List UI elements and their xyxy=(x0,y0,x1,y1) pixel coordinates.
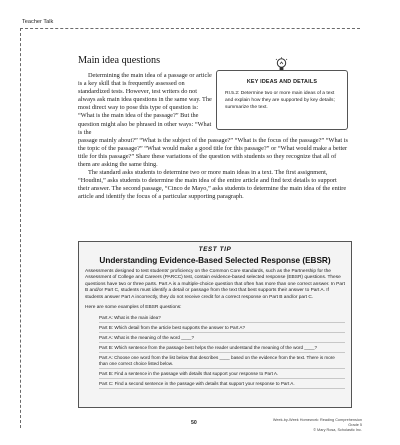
paragraph-1-narrow: Determining the main idea of a passage or article is a key skill that is frequently assessed on standardized tests. However, test writers do not always ask main idea questions in the same way. The most direct way to pose this type of question is: “What is the main idea of the passage?” But the question might also be phrased in other ways: “What is the xyxy=(78,72,212,136)
list-item: Part B: Find a sentence in the passage with details that support your response to Part A. xyxy=(99,369,345,379)
key-ideas-standard: RI.5.2: Determine two or more main ideas of a text and explain how they are supported by key details; summarize the text. xyxy=(225,91,335,110)
test-tip-label: TEST TIP xyxy=(198,246,232,253)
list-item: Part B: Which sentence from the passage best helps the reader understand the meaning of the word ____? xyxy=(99,343,345,353)
source-credit xyxy=(262,418,362,433)
section-label: Teacher Talk xyxy=(22,19,54,25)
examples-list xyxy=(99,313,345,389)
list-item: Part C: Find a second sentence in the passage with details that support your response to Part A. xyxy=(99,379,345,389)
list-item: Part A: What is the main idea? xyxy=(99,313,345,323)
page-number: 50 xyxy=(191,420,197,426)
list-item: Part B: Which detail from the article best supports the answer to Part A? xyxy=(99,323,345,333)
test-tip-intro: Assessments designed to test students’ proficiency on the Common Core standards, such as the Partnership for the Assessment of College and Careers (PARCC) test, contain evidence-based selected response (EBSR) questions. These questions have two or three parts. Part A is a multiple-choice question that often has more than one correct answer. In Part B and/or Part C, students must identify a detail or passage from the text that best supports their answer to Part A. If students answer Part A incorrectly, they do not receive credit for a correct response on Part B and/or part C. xyxy=(85,269,345,300)
dashed-border-left xyxy=(20,28,21,428)
list-item: Part A: What is the meaning of the word ____? xyxy=(99,333,345,343)
article-body xyxy=(78,72,349,202)
copyright: © Mary Rosa, Scholastic Inc. xyxy=(313,428,362,432)
dashed-border-top xyxy=(20,28,360,29)
key-ideas-title: KEY IDEAS AND DETAILS xyxy=(246,79,318,85)
page-title: Main idea questions xyxy=(78,55,161,66)
paragraph-1-rest: passage mainly about?” “What is the subject of the passage?” “What is the focus of the passage?” “What is the topic of the passage?” “What would make a good title for this passage?” or “What would make a better title for this passage?” Share these variations of the question with students so they recognize that all of them are asking the same thing. xyxy=(78,136,348,169)
list-item: Part A: Choose one word from the list below that describes ____ based on the evidence from the text. There is more than one correct choice listed below. xyxy=(99,353,345,369)
paragraph-2: The standard asks students to determine two or more main ideas in a text. The first assignment, “Houdini,” asks students to determine the main idea of the entire article and find text details to support their answer. The second passage, “Cinco de Mayo,” asks students to determine the main idea of the entire article and identify the focus of a particular supporting paragraph. xyxy=(78,169,347,201)
source-title: Week-by-Week Homework: Reading Comprehension Grade 5 xyxy=(272,418,362,427)
examples-heading: Here are some examples of EBSR questions: xyxy=(85,305,182,311)
test-tip-box xyxy=(78,241,352,408)
test-tip-title: Understanding Evidence-Based Selected Response (EBSR) xyxy=(99,256,331,265)
